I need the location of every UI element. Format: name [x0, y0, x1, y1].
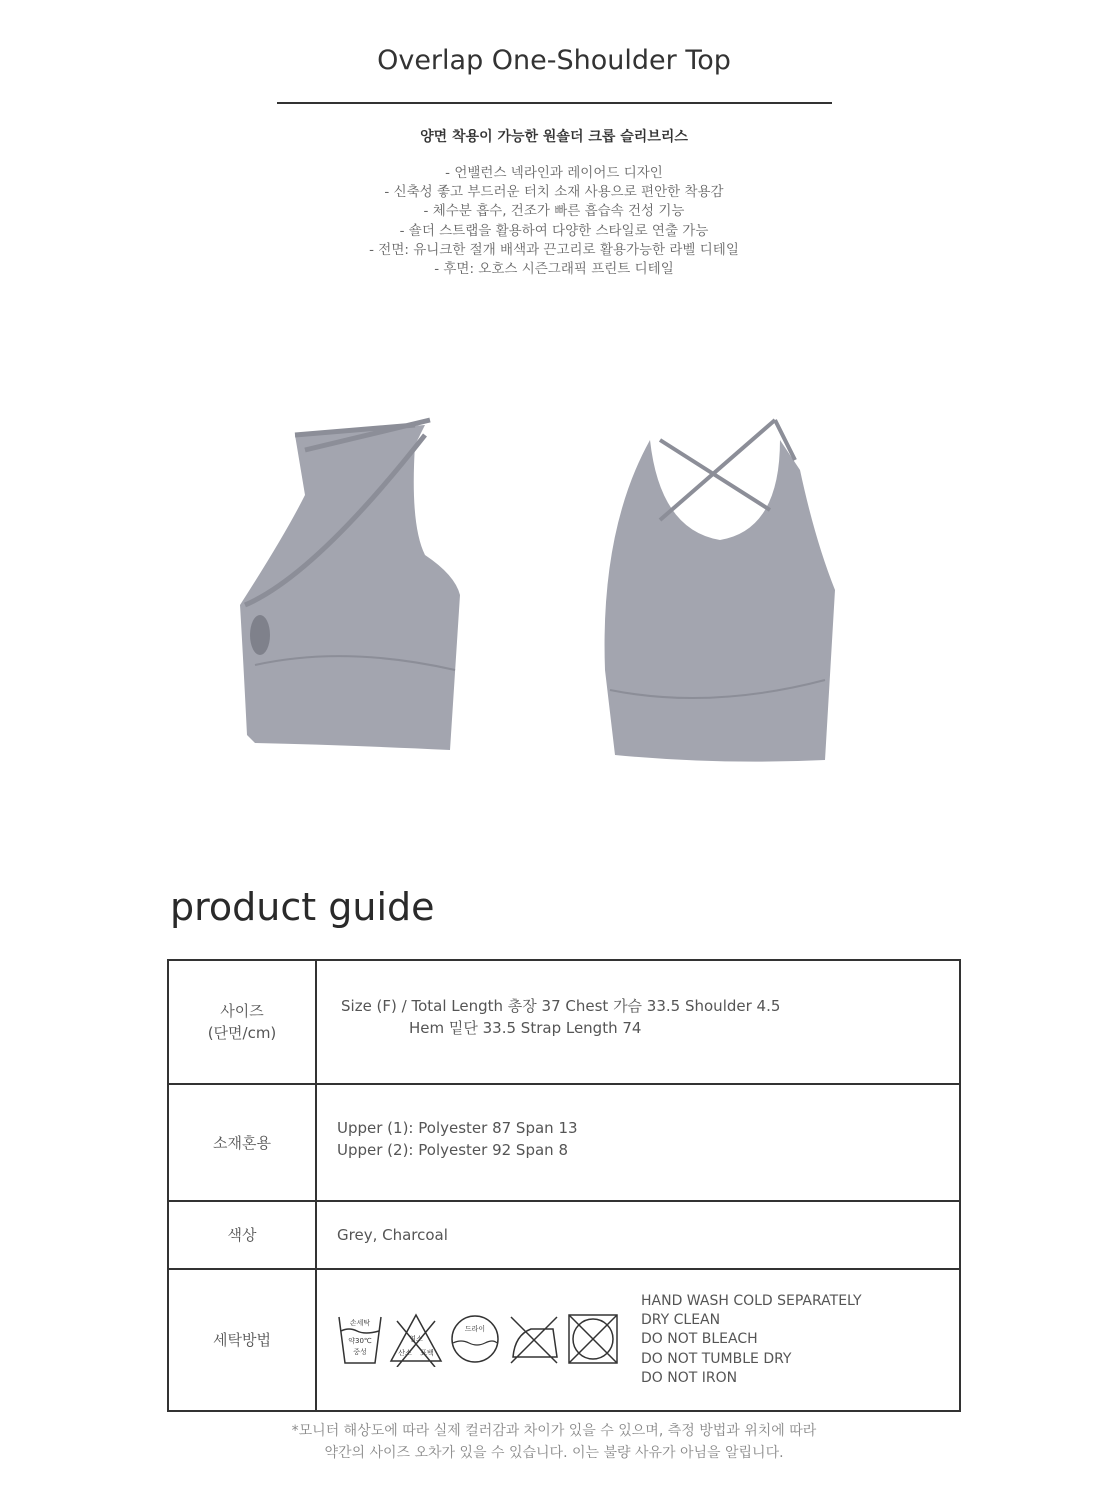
- no-tumble-dry-icon: [567, 1313, 619, 1365]
- care-line: HAND WASH COLD SEPARATELY: [641, 1292, 862, 1309]
- product-guide-table: [167, 959, 961, 1412]
- icon-label: 드라이: [464, 1324, 486, 1333]
- icon-label: 약30℃: [348, 1336, 372, 1345]
- material-value: Upper (1): Polyester 87 Span 13: [337, 1119, 578, 1137]
- feature-item: - 신축성 좋고 부드러운 터치 소재 사용으로 편안한 착용감: [384, 184, 724, 201]
- feature-item: - 전면: 유니크한 절개 배색과 끈고리로 활용가능한 라벨 디테일: [369, 241, 739, 258]
- disclaimer-line: *모니터 해상도에 따라 실제 컬러감과 차이가 있을 수 있으며, 측정 방법과 위치에 따라: [291, 1423, 817, 1439]
- care-line: DO NOT IRON: [641, 1369, 738, 1386]
- icon-label: 염소: [409, 1334, 423, 1343]
- care-line: DO NOT TUMBLE DRY: [641, 1350, 792, 1367]
- table-row-size: [168, 960, 960, 1084]
- no-bleach-icon: [389, 1313, 443, 1367]
- row-label: 색상: [227, 1226, 257, 1244]
- disclaimer: [0, 1420, 1108, 1464]
- care-line: DRY CLEAN: [641, 1312, 721, 1329]
- no-iron-icon: [507, 1313, 561, 1365]
- care-instructions: [641, 1292, 862, 1388]
- size-value: Size (F) / Total Length 총장 37 Chest 가슴 33.5 Shoulder 4.5: [341, 997, 781, 1015]
- product-front-image: [225, 405, 465, 775]
- feature-item: - 숄더 스트랩을 활용하여 다양한 스타일로 연출 가능: [399, 222, 709, 239]
- product-back-image: [600, 410, 840, 770]
- row-label: 소재혼용: [213, 1133, 271, 1152]
- material-value: Upper (2): Polyester 92 Span 8: [337, 1141, 568, 1159]
- feature-item: - 체수분 흡수, 건조가 빠른 흡습속 건성 기능: [423, 203, 685, 220]
- size-value: Hem 밑단 33.5 Strap Length 74: [409, 1019, 642, 1037]
- product-title: Overlap One-Shoulder Top: [377, 45, 731, 76]
- feature-list: [0, 164, 1108, 279]
- hand-wash-icon: [337, 1313, 383, 1365]
- disclaimer-line: 약간의 사이즈 오차가 있을 수 있습니다. 이는 불량 사유가 아님을 알립니다.: [324, 1445, 784, 1461]
- title-divider: [277, 102, 832, 104]
- row-label: (단면/cm): [207, 1024, 277, 1042]
- table-row-color: [168, 1201, 960, 1269]
- table-row-care: [168, 1269, 960, 1411]
- row-label: 사이즈: [220, 1002, 264, 1020]
- icon-label: 손세탁: [349, 1318, 371, 1327]
- feature-item: - 후면: 오호스 시즌그래픽 프린트 디테일: [434, 261, 674, 278]
- care-line: DO NOT BLEACH: [641, 1331, 758, 1348]
- row-label: 세탁방법: [213, 1331, 271, 1349]
- color-value: Grey, Charcoal: [337, 1226, 448, 1244]
- icon-label: 중성: [353, 1347, 367, 1356]
- product-subtitle: 양면 착용이 가능한 원숄더 크롭 슬리브리스: [420, 129, 688, 145]
- table-row-material: [168, 1084, 960, 1201]
- dry-clean-icon: [449, 1313, 501, 1365]
- feature-item: - 언밸런스 넥라인과 레이어드 디자인: [445, 165, 663, 181]
- icon-label: 산소: [398, 1348, 412, 1357]
- product-guide-heading: product guide: [170, 885, 435, 929]
- icon-label: 표백: [420, 1348, 434, 1357]
